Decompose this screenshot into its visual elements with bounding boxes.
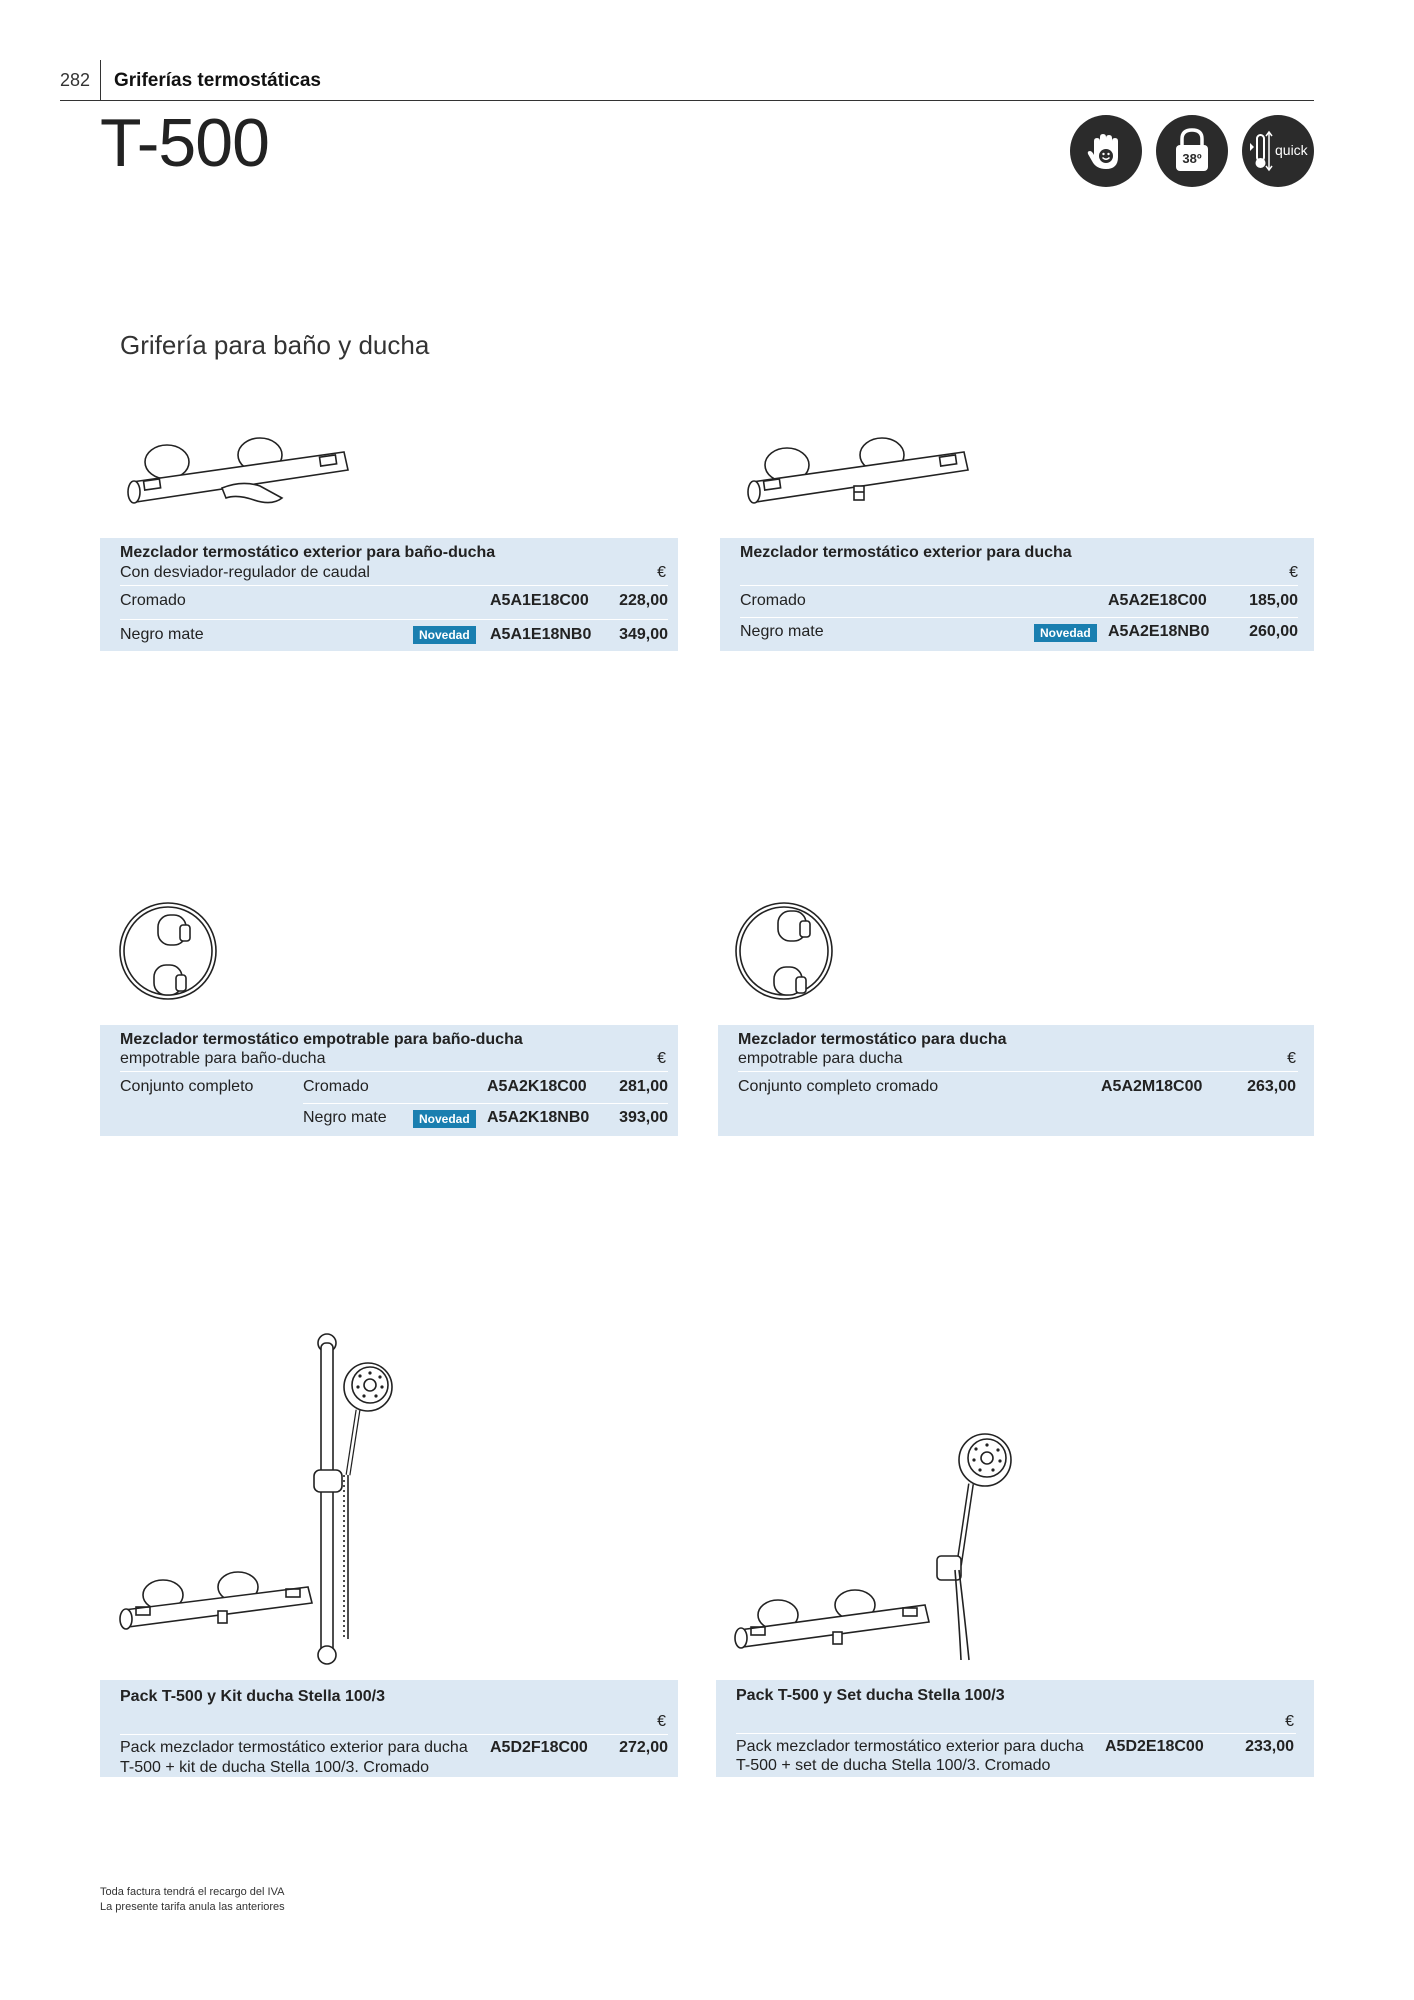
product-box-pack-kit-ducha <box>100 1680 678 1777</box>
product-code: A5A2E18NB0 <box>1108 623 1210 640</box>
product-price: 349,00 <box>619 626 668 643</box>
product-illustration-pack-set-ducha <box>733 1420 1023 1665</box>
row-divider <box>740 585 1298 586</box>
product-price: 272,00 <box>619 1739 668 1756</box>
pack-description-line2: T-500 + kit de ducha Stella 100/3. Cromado <box>120 1759 430 1776</box>
finish-label: Negro mate <box>120 626 204 643</box>
footer-note-tarifa: La presente tarifa anula las anteriores <box>100 1901 285 1913</box>
currency-symbol: € <box>657 564 666 581</box>
product-code: A5D2E18C00 <box>1105 1738 1204 1755</box>
finish-label: Cromado <box>740 592 806 609</box>
product-code: A5A1E18NB0 <box>490 626 592 643</box>
product-code: A5A2E18C00 <box>1108 592 1207 609</box>
product-subtitle: empotrable para baño-ducha <box>120 1050 326 1067</box>
currency-symbol: € <box>1285 1713 1294 1730</box>
currency-symbol: € <box>1287 1050 1296 1067</box>
product-illustration-builtin-shower <box>734 895 844 1007</box>
header-rule <box>60 100 1314 101</box>
pack-description-line1: Pack mezclador termostático exterior para ducha <box>736 1738 1084 1755</box>
pack-description-line2: T-500 + set de ducha Stella 100/3. Cromado <box>736 1757 1051 1774</box>
product-price: 263,00 <box>1247 1078 1296 1095</box>
product-box-bath-shower-exterior <box>100 538 678 651</box>
product-title: Mezclador termostático exterior para baño-ducha <box>120 544 496 561</box>
product-title: Mezclador termostático exterior para ducha <box>740 544 1072 561</box>
product-illustration-shower-mixer <box>742 430 972 520</box>
finish-label: Cromado <box>120 592 186 609</box>
product-illustration-pack-kit-ducha <box>118 1325 408 1665</box>
product-price: 228,00 <box>619 592 668 609</box>
product-box-pack-set-ducha <box>716 1680 1314 1777</box>
product-subtitle: empotrable para ducha <box>738 1050 903 1067</box>
row-divider <box>120 585 668 586</box>
group-label: Conjunto completo <box>120 1078 254 1095</box>
section-title: Griferías termostáticas <box>114 70 321 91</box>
footer-note-iva: Toda factura tendrá el recargo del IVA <box>100 1886 285 1898</box>
product-box-builtin-bath-shower <box>100 1025 678 1136</box>
product-title: Pack T-500 y Set ducha Stella 100/3 <box>736 1687 1005 1704</box>
product-illustration-builtin-bath-shower <box>118 895 228 1007</box>
currency-symbol: € <box>657 1713 666 1730</box>
product-price: 393,00 <box>619 1109 668 1126</box>
series-title: T-500 <box>100 105 269 181</box>
row-divider <box>736 1733 1296 1734</box>
novedad-badge: Novedad <box>413 1110 476 1128</box>
row-divider <box>738 1071 1298 1072</box>
row-divider <box>303 1103 668 1104</box>
category-subtitle: Grifería para baño y ducha <box>120 330 430 360</box>
product-code: A5A2M18C00 <box>1101 1078 1203 1095</box>
product-code: A5D2F18C00 <box>490 1739 588 1756</box>
temperature-lock-icon <box>1156 115 1228 187</box>
row-divider <box>740 617 1298 618</box>
row-divider <box>120 619 668 620</box>
product-code: A5A2K18C00 <box>487 1078 587 1095</box>
finish-label: Conjunto completo cromado <box>738 1078 939 1095</box>
page-number: 282 <box>60 70 91 90</box>
finish-label: Cromado <box>303 1078 369 1095</box>
novedad-badge: Novedad <box>413 626 476 644</box>
product-title: Mezclador termostático empotrable para baño-ducha <box>120 1031 523 1048</box>
finish-label: Negro mate <box>303 1109 387 1126</box>
product-box-builtin-shower <box>718 1025 1314 1136</box>
temp-lock-label: 38º <box>1182 151 1202 166</box>
product-price: 260,00 <box>1249 623 1298 640</box>
product-code: A5A1E18C00 <box>490 592 589 609</box>
header-separator <box>100 60 101 100</box>
product-price: 281,00 <box>619 1078 668 1095</box>
quick-label: quick <box>1275 142 1308 158</box>
row-divider <box>120 1071 668 1072</box>
product-price: 233,00 <box>1245 1738 1294 1755</box>
row-divider <box>120 1734 668 1735</box>
product-code: A5A2K18NB0 <box>487 1109 590 1126</box>
currency-symbol: € <box>1289 564 1298 581</box>
pack-description-line1: Pack mezclador termostático exterior para ducha <box>120 1739 468 1756</box>
product-price: 185,00 <box>1249 592 1298 609</box>
hand-safe-icon <box>1070 115 1142 187</box>
product-box-shower-exterior <box>720 538 1314 651</box>
quick-thermometer-icon <box>1242 115 1314 187</box>
product-subtitle: Con desviador-regulador de caudal <box>120 564 370 581</box>
currency-symbol: € <box>657 1050 666 1067</box>
product-title: Mezclador termostático para ducha <box>738 1031 1007 1048</box>
product-title: Pack T-500 y Kit ducha Stella 100/3 <box>120 1688 386 1705</box>
finish-label: Negro mate <box>740 623 824 640</box>
product-illustration-bath-shower-mixer <box>122 430 352 520</box>
novedad-badge: Novedad <box>1034 624 1097 642</box>
